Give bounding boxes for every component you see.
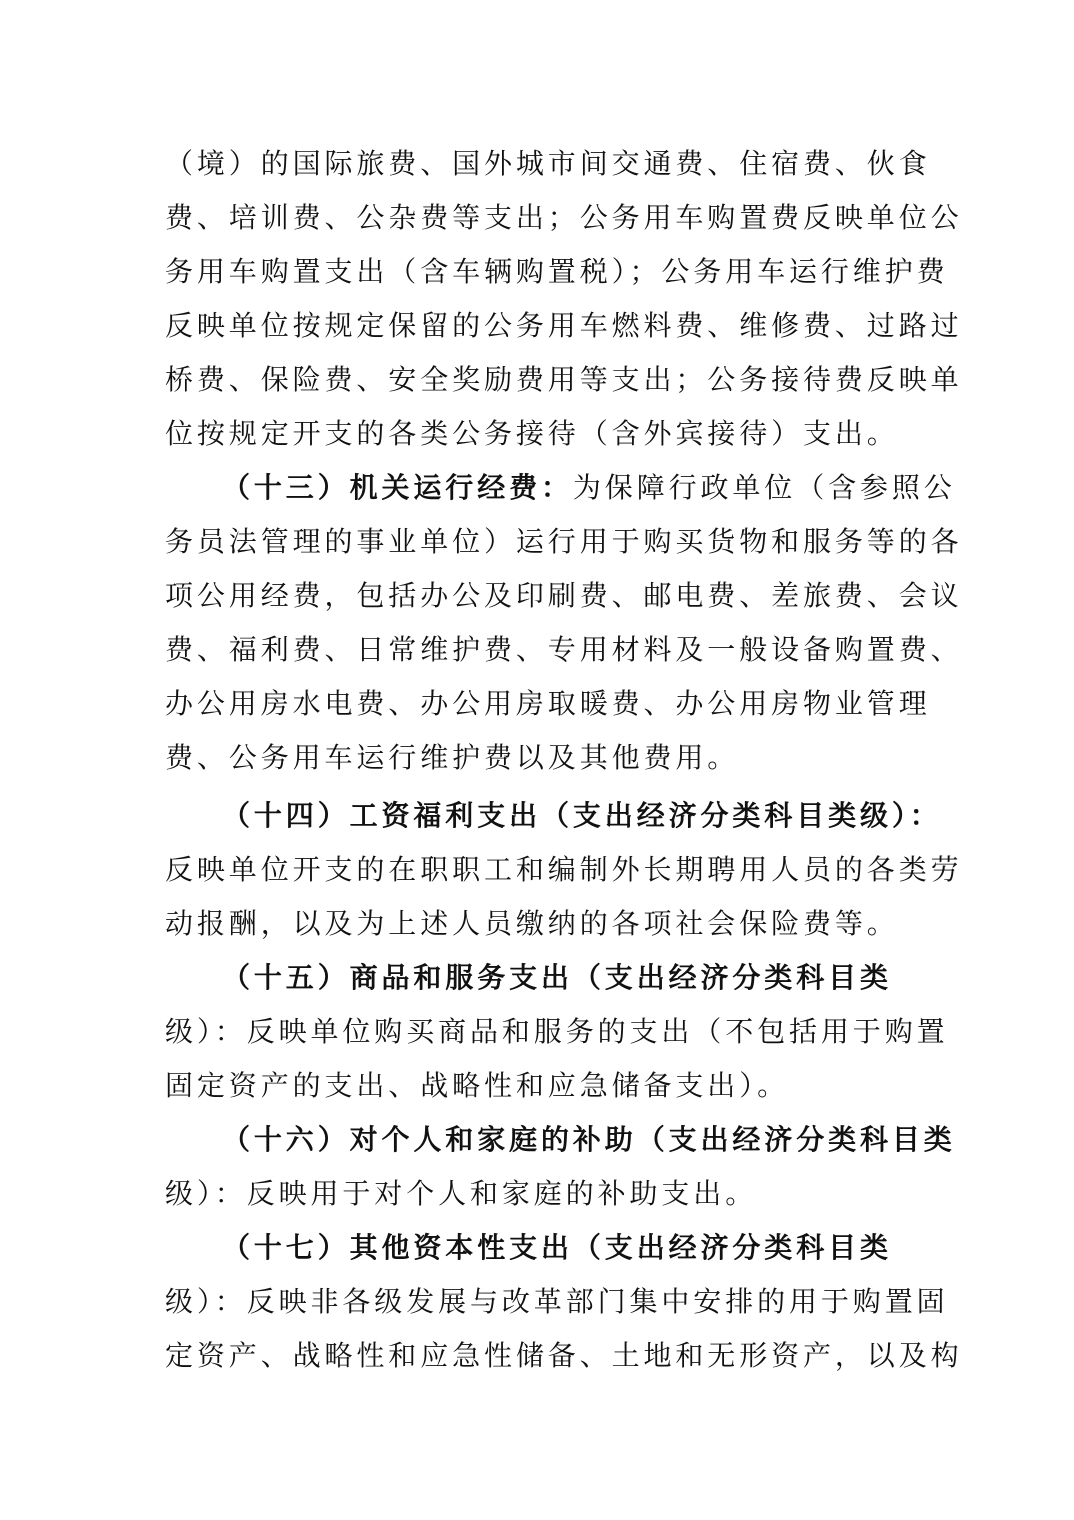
section-14-paragraph-start <box>222 796 952 850</box>
section-17-paragraph-start <box>222 1228 952 1282</box>
section-15-paragraph-start <box>222 958 952 1012</box>
section-13-heading: （十三）机关运行经费： <box>222 471 573 504</box>
body-line: 办公用房水电费、办公用房取暖费、办公用房物业管理 <box>165 687 931 720</box>
body-line: 费、公务用车运行维护费以及其他费用。 <box>165 741 740 774</box>
body-line: 位按规定开支的各类公务接待（含外宾接待）支出。 <box>165 417 899 450</box>
body-line: 定资产、战略性和应急性储备、土地和无形资产，以及构 <box>165 1339 963 1372</box>
section-14-heading: （十四）工资福利支出（支出经济分类科目类级）： <box>222 799 942 832</box>
body-line: 费、福利费、日常维护费、专用材料及一般设备购置费、 <box>165 633 963 666</box>
body-line: 务员法管理的事业单位）运行用于购买货物和服务等的各 <box>165 525 963 558</box>
body-line: （境）的国际旅费、国外城市间交通费、住宿费、伙食 <box>165 147 931 180</box>
section-13-text: 为保障行政单位（含参照公 <box>572 471 956 504</box>
body-line: 动报酬，以及为上述人员缴纳的各项社会保险费等。 <box>165 907 899 940</box>
body-line: 反映单位开支的在职职工和编制外长期聘用人员的各类劳 <box>165 853 963 886</box>
section-16-paragraph-start <box>222 1120 956 1174</box>
body-line: 级）：反映单位购买商品和服务的支出（不包括用于购置 <box>165 1015 949 1048</box>
body-line: 级）：反映用于对个人和家庭的补助支出。 <box>165 1177 758 1210</box>
section-13-paragraph-start <box>222 468 956 522</box>
body-line: 务用车购置支出（含车辆购置税）；公务用车运行维护费 <box>165 255 949 288</box>
section-15-heading: （十五）商品和服务支出（支出经济分类科目类 <box>222 961 892 994</box>
body-line: 费、培训费、公杂费等支出；公务用车购置费反映单位公 <box>165 201 963 234</box>
body-line: 固定资产的支出、战略性和应急储备支出）。 <box>165 1069 790 1102</box>
body-line: 桥费、保险费、安全奖励费用等支出；公务接待费反映单 <box>165 363 963 396</box>
section-17-heading: （十七）其他资本性支出（支出经济分类科目类 <box>222 1231 892 1264</box>
body-line: 项公用经费，包括办公及印刷费、邮电费、差旅费、会议 <box>165 579 963 612</box>
body-line: 反映单位按规定保留的公务用车燃料费、维修费、过路过 <box>165 309 963 342</box>
body-line: 级）：反映非各级发展与改革部门集中安排的用于购置固 <box>165 1285 949 1318</box>
section-16-heading: （十六）对个人和家庭的补助（支出经济分类科目类 <box>222 1123 956 1156</box>
